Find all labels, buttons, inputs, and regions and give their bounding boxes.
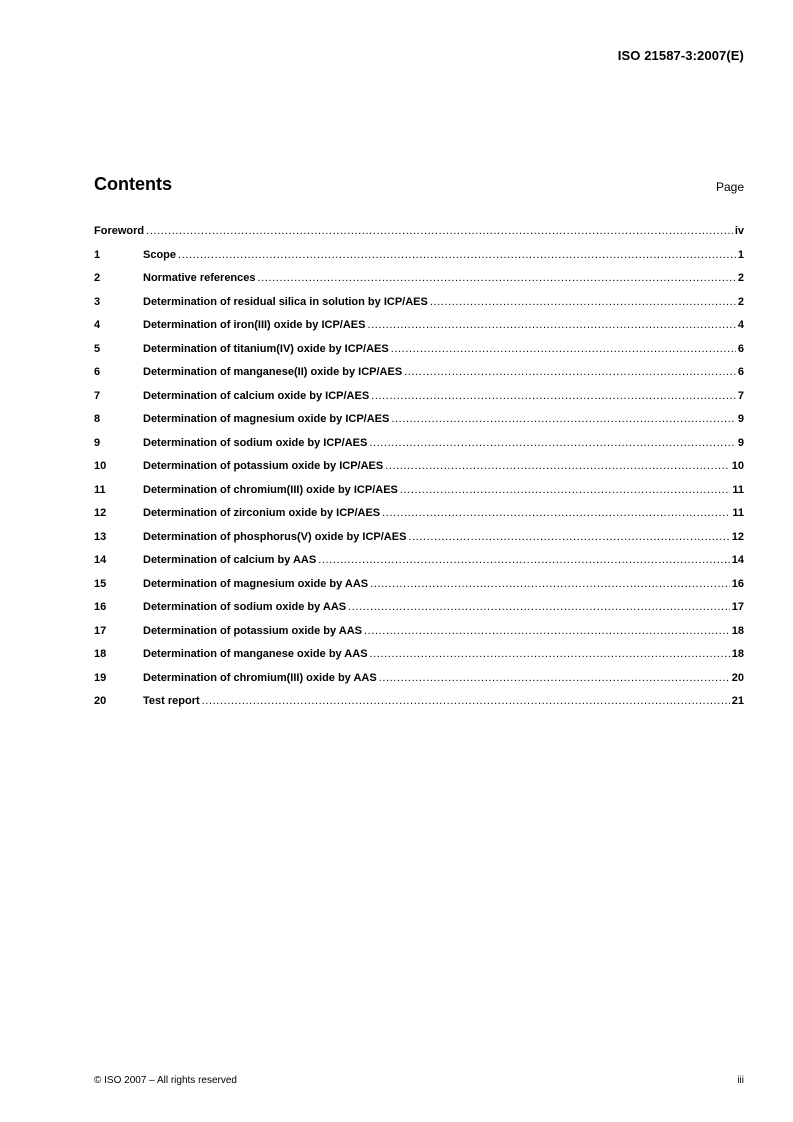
- toc-entry[interactable]: [94, 296, 744, 320]
- toc-entry-page: 17: [731, 601, 744, 613]
- toc-entry-title: Determination of magnesium oxide by AAS: [143, 577, 369, 590]
- toc-entry-title: Determination of manganese(II) oxide by ICP/AES: [143, 366, 403, 378]
- toc-entry-title: Determination of titanium(IV) oxide by ICP/AES: [143, 342, 389, 355]
- toc-entry-page: 2: [737, 272, 744, 284]
- toc-leader-dots: [391, 413, 736, 426]
- toc-entry-title: Determination of residual silica in solution by ICP/AES: [143, 295, 428, 308]
- toc-entry-page: iv: [734, 225, 744, 237]
- toc-leader-dots: [258, 272, 736, 285]
- toc-leader-dots: [391, 343, 736, 356]
- toc-entry-page: 18: [731, 624, 744, 637]
- toc-entry-title: Determination of sodium oxide by AAS: [143, 601, 347, 613]
- toc-entry-page: 6: [737, 366, 744, 378]
- toc-leader-dots: [348, 601, 730, 614]
- toc-leader-dots: [371, 390, 736, 403]
- toc-entry-number: 12: [94, 507, 107, 519]
- toc-entry-page: 11: [732, 507, 744, 519]
- toc-entry-number: 11: [94, 483, 106, 496]
- toc-entry[interactable]: [94, 531, 744, 555]
- toc-leader-dots: [364, 625, 730, 638]
- toc-entry[interactable]: [94, 249, 744, 273]
- toc-entry-number: 10: [94, 460, 107, 472]
- toc-entry-number: 16: [94, 601, 107, 613]
- toc-leader-dots: [370, 648, 730, 661]
- toc-entry-title: Determination of calcium by AAS: [143, 554, 317, 566]
- toc-entry-page: 18: [731, 648, 744, 660]
- toc-leader-dots: [385, 460, 730, 473]
- toc-entry-page: 21: [731, 695, 744, 707]
- toc-entry[interactable]: [94, 601, 744, 625]
- toc-entry-number: 15: [94, 577, 107, 590]
- toc-entry-number: 4: [94, 319, 101, 331]
- toc-entry-page: 6: [737, 342, 744, 355]
- toc-leader-dots: [408, 531, 729, 544]
- toc-entry-number: 19: [94, 671, 107, 684]
- toc-entry-title: Scope: [143, 248, 177, 261]
- toc-entry-title: Determination of manganese oxide by AAS: [143, 648, 368, 660]
- toc-entry[interactable]: [94, 625, 744, 649]
- toc-entry[interactable]: [94, 648, 744, 672]
- table-of-contents: [94, 225, 744, 719]
- toc-leader-dots: [430, 296, 736, 309]
- toc-entry[interactable]: [94, 319, 744, 343]
- contents-title: Contents: [94, 174, 172, 194]
- toc-entry-number: 6: [94, 366, 101, 378]
- footer-copyright: © ISO 2007 – All rights reserved: [94, 1075, 237, 1086]
- toc-entry-title: Determination of sodium oxide by ICP/AES: [143, 436, 368, 449]
- toc-entry-number: 7: [94, 389, 101, 402]
- toc-entry-page: 4: [737, 319, 744, 331]
- toc-entry-number: 3: [94, 295, 101, 308]
- toc-entry[interactable]: [94, 484, 744, 508]
- toc-entry-page: 2: [737, 295, 744, 308]
- toc-entry-number: 8: [94, 413, 101, 425]
- toc-entry-page: 14: [731, 554, 744, 566]
- toc-entry-number: 2: [94, 272, 101, 284]
- toc-entry[interactable]: [94, 390, 744, 414]
- toc-entry-page: 1: [737, 248, 744, 261]
- toc-leader-dots: [370, 578, 730, 591]
- toc-entry-number: 14: [94, 554, 107, 566]
- toc-entry-title: Determination of iron(III) oxide by ICP/AES: [143, 319, 366, 331]
- toc-entry-page: 11: [732, 483, 744, 496]
- toc-entry[interactable]: [94, 695, 744, 719]
- toc-entry-title: Determination of chromium(III) oxide by ICP/AES: [143, 483, 398, 496]
- toc-entry-number: 18: [94, 648, 107, 660]
- toc-entry-page: 12: [731, 530, 744, 543]
- toc-entry[interactable]: [94, 578, 744, 602]
- toc-entry-page: 9: [737, 413, 744, 425]
- toc-entry[interactable]: [94, 343, 744, 367]
- toc-leader-dots: [400, 484, 730, 497]
- toc-entry-number: 9: [94, 436, 101, 449]
- toc-entry-page: 20: [731, 671, 744, 684]
- toc-entry-page: 10: [731, 460, 744, 472]
- toc-entry[interactable]: [94, 272, 744, 296]
- toc-entry-number: 13: [94, 530, 107, 543]
- toc-entry-title: Determination of calcium oxide by ICP/AES: [143, 389, 370, 402]
- toc-entry[interactable]: [94, 460, 744, 484]
- toc-leader-dots: [369, 437, 736, 450]
- document-id: ISO 21587-3:2007(E): [617, 48, 744, 63]
- toc-entry-title: Determination of potassium oxide by ICP/AES: [143, 460, 384, 472]
- toc-entry-page: 7: [737, 389, 744, 402]
- footer-page-number: iii: [737, 1075, 744, 1086]
- toc-entry-number: 1: [94, 248, 101, 261]
- toc-entry[interactable]: [94, 554, 744, 578]
- toc-entry-title: Determination of potassium oxide by AAS: [143, 624, 363, 637]
- toc-entry-page: 9: [737, 436, 744, 449]
- toc-entry-number: 20: [94, 695, 107, 707]
- toc-leader-dots: [367, 319, 735, 332]
- toc-leader-dots: [146, 225, 733, 238]
- toc-entry-page: 16: [731, 577, 744, 590]
- toc-entry-title: Determination of magnesium oxide by ICP/AES: [143, 413, 390, 425]
- toc-entry-title: Normative references: [143, 272, 256, 284]
- toc-leader-dots: [404, 366, 736, 379]
- toc-leader-dots: [379, 672, 730, 685]
- contents-header: [94, 174, 744, 198]
- toc-entry[interactable]: [94, 437, 744, 461]
- toc-leader-dots: [178, 249, 736, 262]
- toc-leader-dots: [382, 507, 730, 520]
- toc-entry-title: Determination of phosphorus(V) oxide by ICP/AES: [143, 530, 407, 543]
- toc-leader-dots: [318, 554, 730, 567]
- toc-entry-number: 5: [94, 342, 101, 355]
- toc-entry[interactable]: [94, 507, 744, 531]
- toc-entry-title: Determination of chromium(III) oxide by AAS: [143, 671, 377, 684]
- page-column-label: Page: [715, 180, 744, 194]
- toc-entry-foreword[interactable]: [94, 225, 744, 249]
- toc-entry[interactable]: [94, 413, 744, 437]
- toc-entry-title: Determination of zirconium oxide by ICP/AES: [143, 507, 381, 519]
- toc-entry[interactable]: [94, 672, 744, 696]
- toc-entry-title: Test report: [143, 695, 200, 707]
- toc-leader-dots: [202, 695, 730, 708]
- toc-entry-number: 17: [94, 624, 107, 637]
- toc-entry-title: Foreword: [94, 225, 145, 237]
- toc-entry[interactable]: [94, 366, 744, 390]
